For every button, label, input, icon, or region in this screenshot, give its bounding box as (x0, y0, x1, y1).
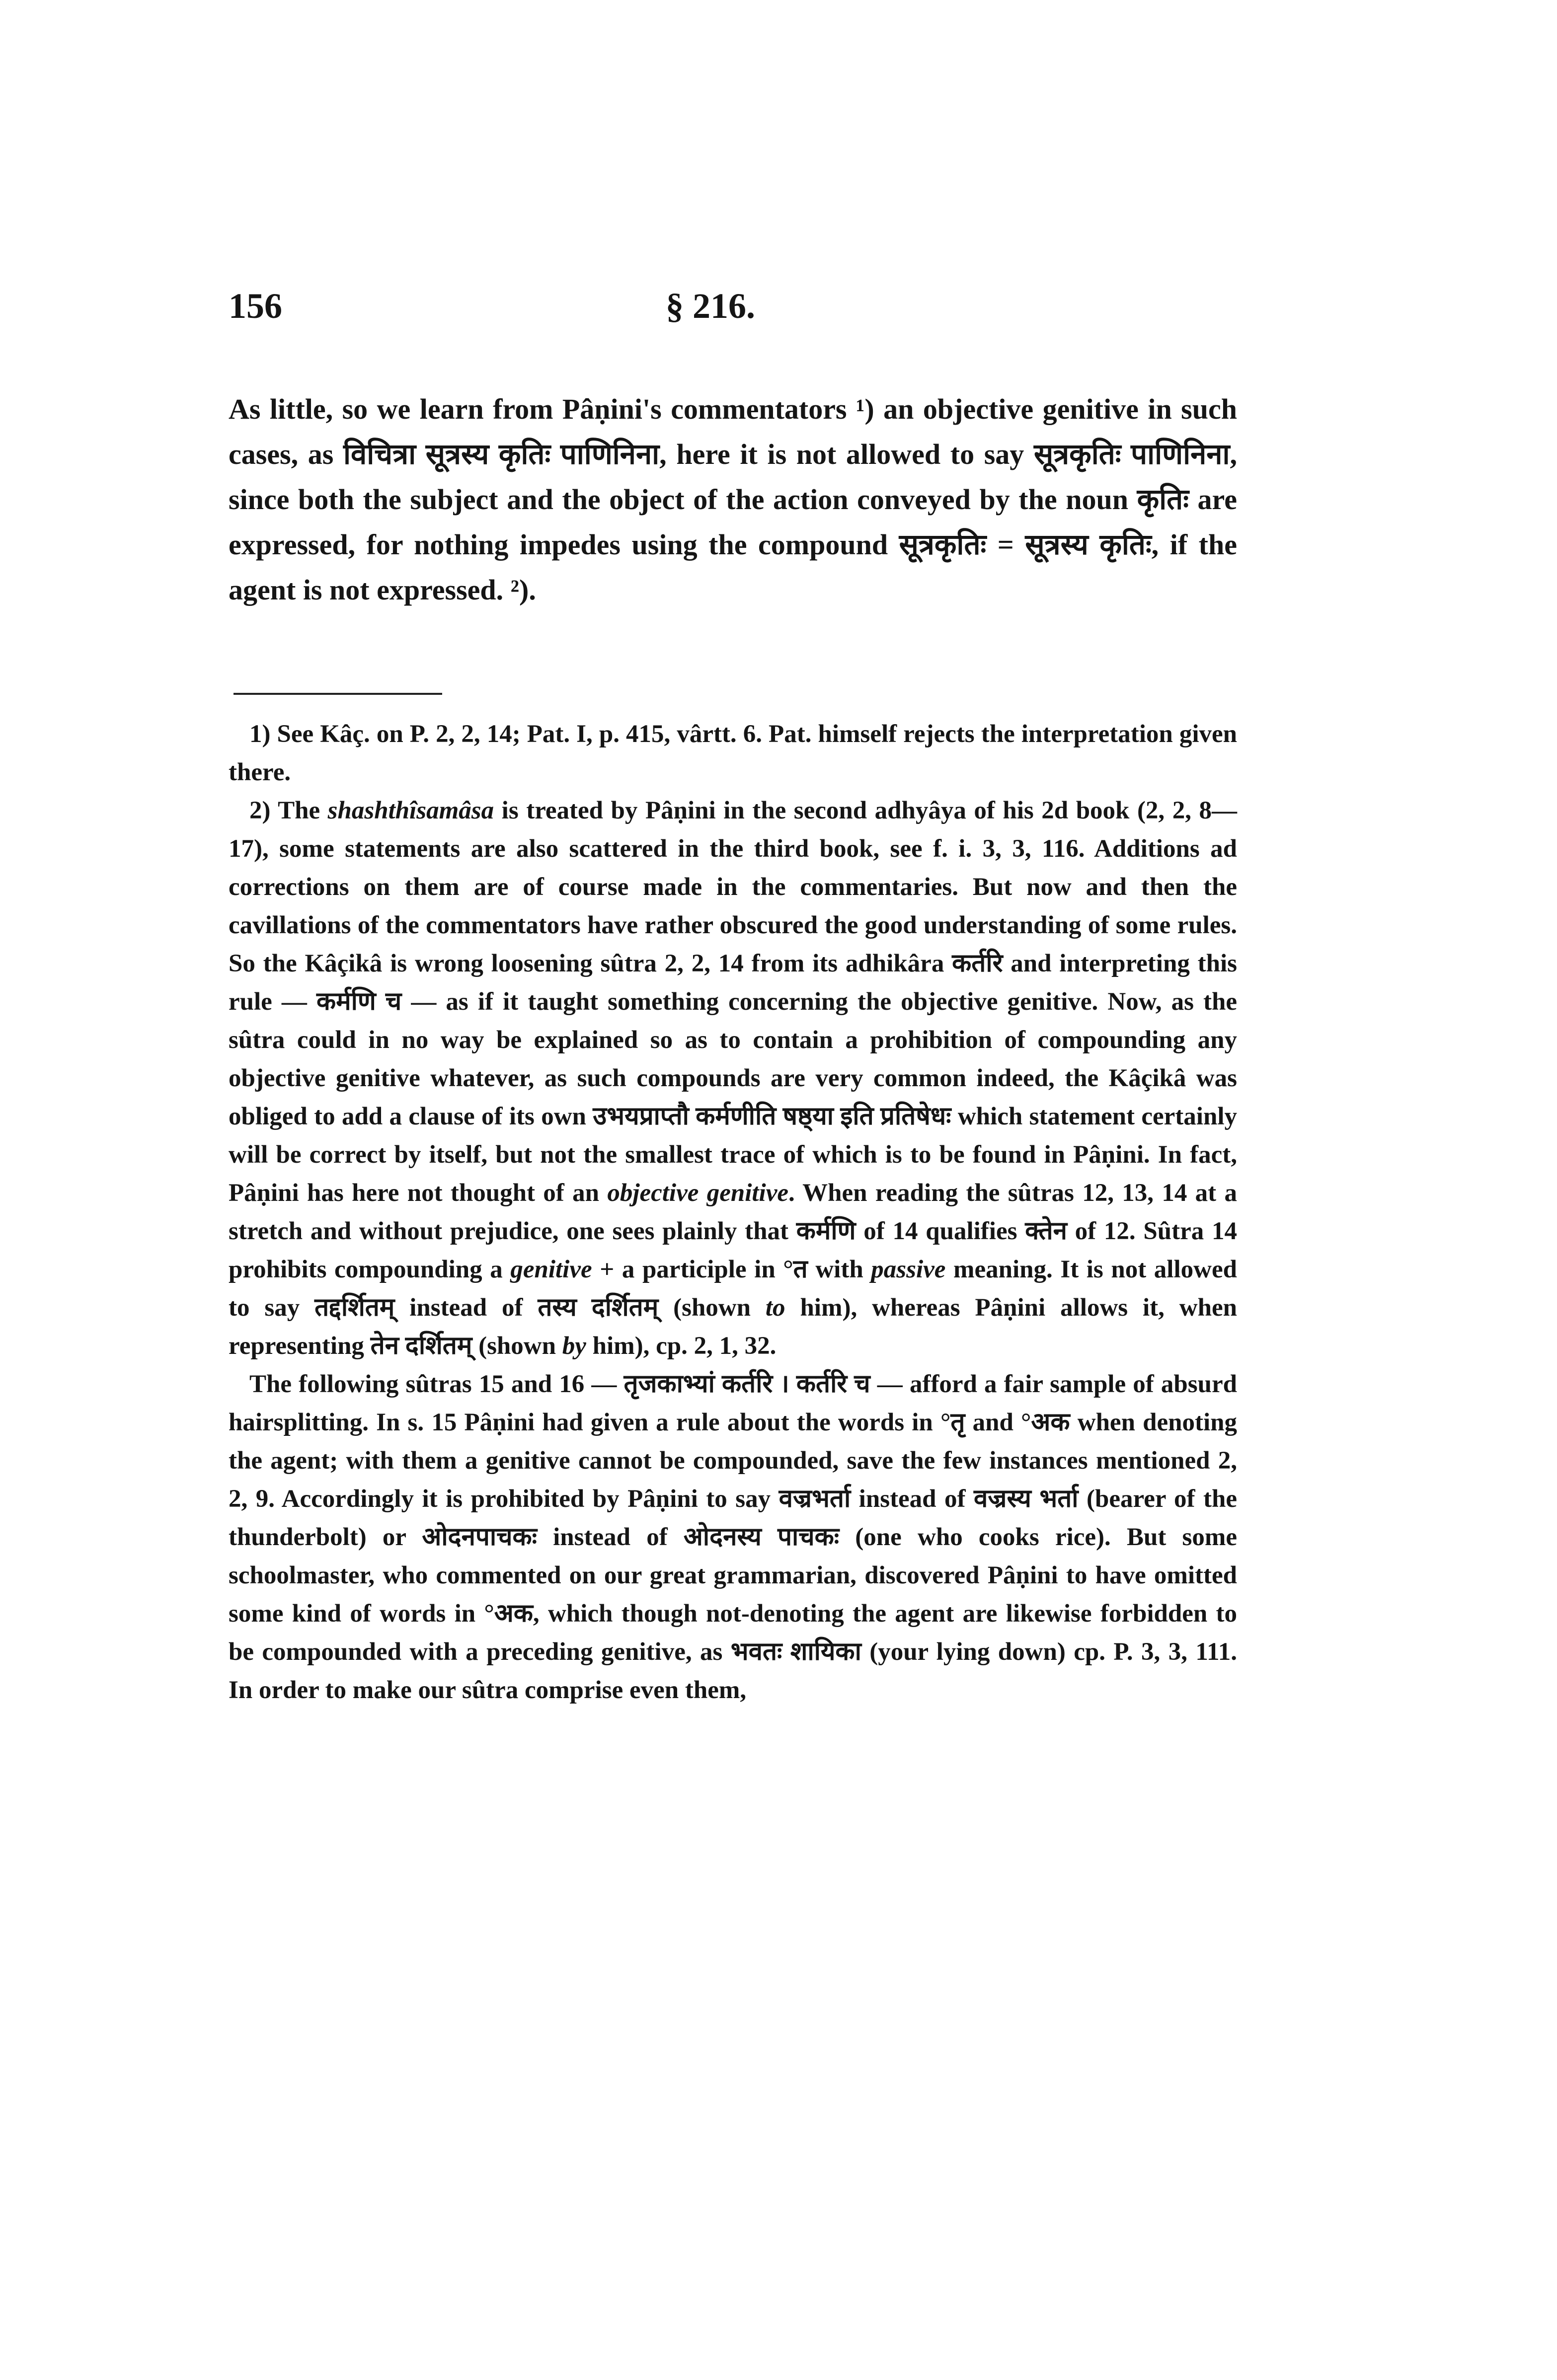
footnote-2-text-a: is treated by Pâṇini in the second adhyâya of his 2d book (2, 2, 8—17), some statements are also scattered in the third book, see f. i. 3, 3, 116. Additions ad corrections on them are of course made in the commentaries. But now and then the cavillations of the commentators have rather obscured the good understanding of some rules. So the Kâçikâ is wrong loosening sûtra 2, 2, 14 from its adhikâra कर्तरि and interpreting this rule — कर्मणि च — as if it taught something concerning the objective genitive. Now, as the sûtra could in no way be explained so as to contain a prohibition of compounding any objective genitive whatever, as such compounds are very common indeed, the Kâçikâ was obliged to add a clause of its own उभयप्राप्तौ कर्मणीति षष्ठ्या इति प्रतिषेधः which statement certainly will be correct by itself, but not the smallest trace of which is to be found in Pâṇini. In fact, Pâṇini has here not thought of an (229, 797, 1237, 1207)
footnote-2 (229, 792, 1237, 1365)
footnote-2-term-to: to (765, 1294, 785, 1322)
footnote-1-text: 1) See Kâç. on P. 2, 2, 14; Pat. I, p. 415, vârtt. 6. Pat. himself rejects the interpretation given there. (229, 720, 1237, 786)
main-paragraph: As little, so we learn from Pâṇini's commentators ¹) an objective genitive in such cases, as विचित्रा सूत्रस्य कृतिः पाणिनिना, here it is not allowed to say सूत्रकृतिः पाणिनिना, since both the subject and the object of the action conveyed by the noun कृतिः are expressed, for nothing impedes using the compound सूत्रकृतिः = सूत्रस्य कृतिः, if the agent is not expressed. ²). (229, 393, 1237, 606)
footnote-2-term: shashthîsamâsa (327, 797, 494, 824)
footnote-2-text-c: + a participle in °त with (592, 1256, 871, 1283)
footnote-1 (229, 715, 1237, 792)
footnote-2-lead: 2) The (249, 797, 328, 824)
footnotes (229, 715, 1237, 1710)
page-header (229, 286, 1242, 335)
page-number: 156 (229, 286, 282, 326)
footnote-2-term-passive: passive (871, 1256, 946, 1283)
footnote-2-text-b: . When reading the sûtras 12, 13, 14 at a stretch and without prejudice, one sees plainly that कर्मणि of 14 qualifies क्तेन of 12. Sûtra 14 prohibits compounding a (229, 1179, 1237, 1283)
footnote-divider (234, 693, 442, 695)
footnote-2-continuation: The following sûtras 15 and 16 — तृजकाभ्यां कर्तरि । कर्तरि च — afford a fair sample of absurd hairsplitting. In s. 15 Pâṇini had given a rule about the words in °तृ and °अक when denoting the agent; with them a genitive cannot be compounded, save the few instances mentioned 2, 2, 9. Accordingly it is prohibited by Pâṇini to say वज्रभर्ता instead of वज्रस्य भर्ता (bearer of the thunderbolt) or ओदनपाचकः instead of ओदनस्य पाचकः (one who cooks rice). But some schoolmaster, who commented on our great grammarian, discovered Pâṇini to have omitted some kind of words in °अक, which though not-denoting the agent are likewise forbidden to be compounded with a preceding genitive, as भवतः शायिका (your lying down) cp. P. 3, 3, 111. In order to make our sûtra comprise even them, (229, 1370, 1237, 1704)
footnote-2-term-by: by (562, 1332, 586, 1360)
section-number: § 216. (666, 286, 755, 326)
footnote-2-text-d: meaning. It is not allowed to say तद्दर्शितम् instead of तस्य दर्शितम् (shown (229, 1256, 1237, 1322)
footnote-2-text-f: him), cp. 2, 1, 32. (586, 1332, 777, 1360)
footnote-2-term-objective: objective genitive (607, 1179, 788, 1207)
footnote-2-term-genitive: genitive (510, 1256, 592, 1283)
footnote-2-text-e: him), whereas Pâṇini allows it, when representing तेन दर्शितम् (shown (229, 1294, 1237, 1360)
